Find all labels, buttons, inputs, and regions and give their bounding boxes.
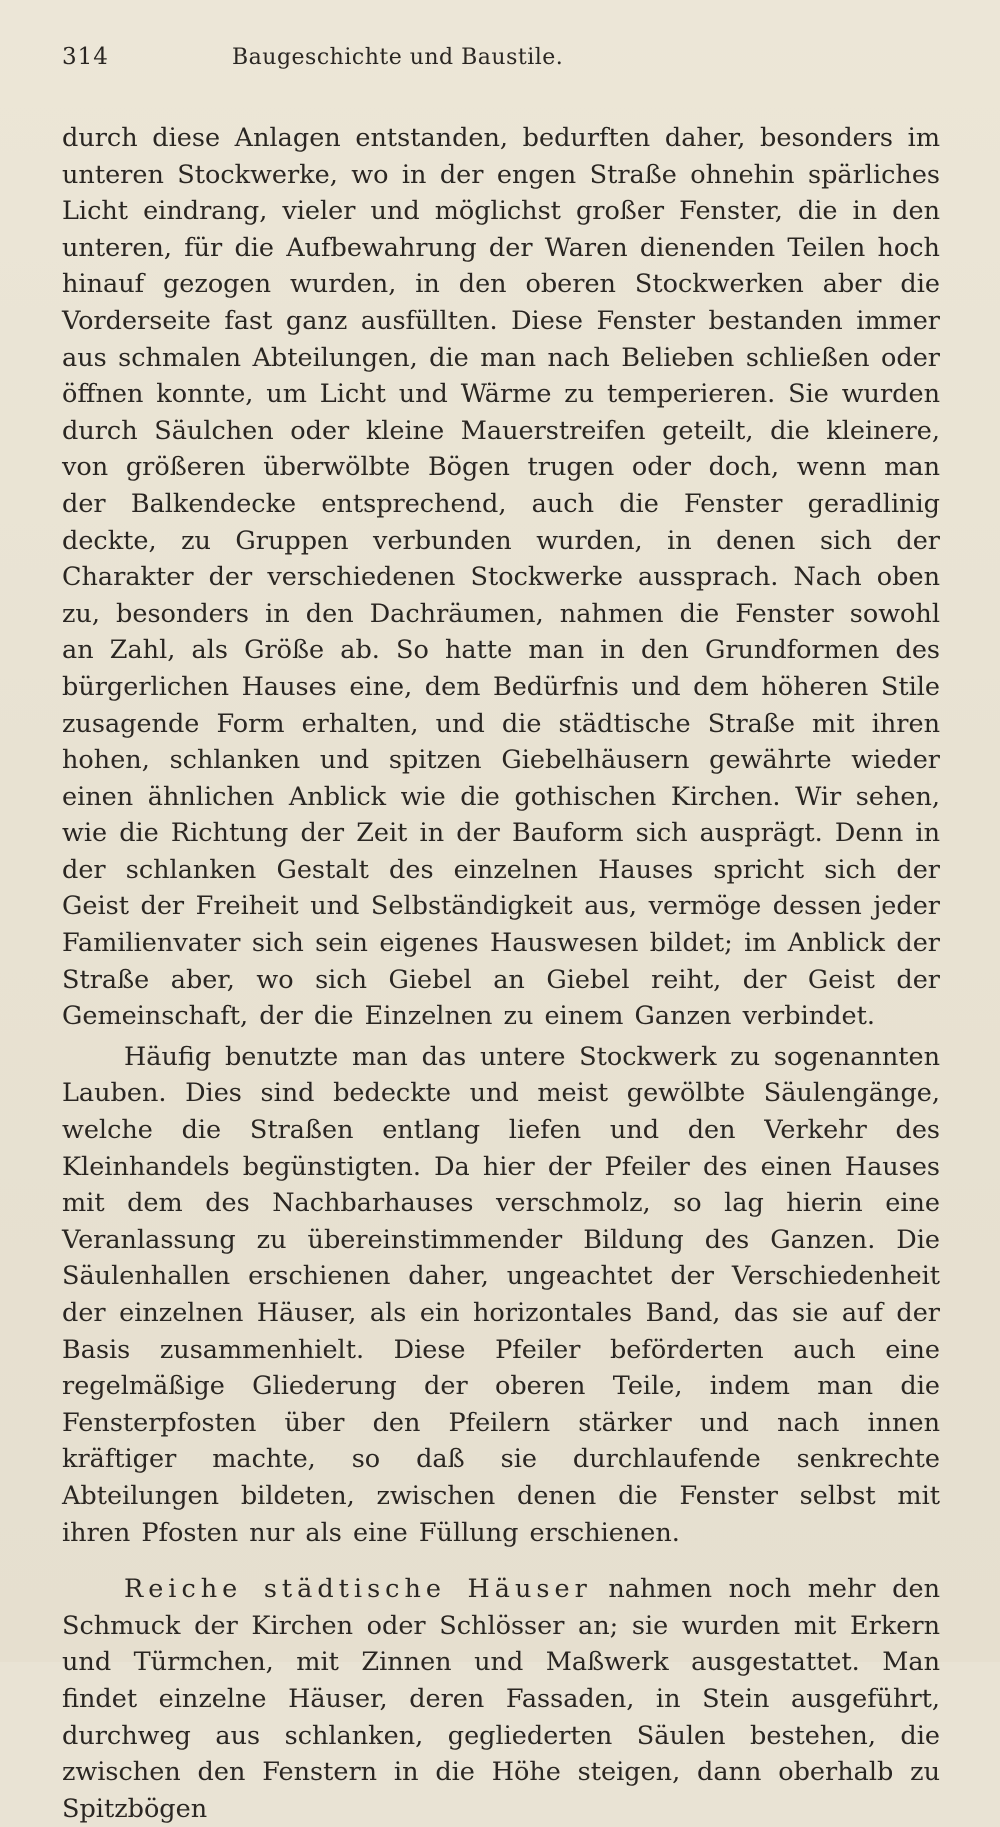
page-header: [62, 44, 940, 84]
body-text: [62, 120, 940, 1827]
emphasized-term: Reiche städtische Häuser: [124, 1574, 592, 1605]
paragraph-2: Häufig benutzte man das untere Stockwerk zu sogenannten Lauben. Dies sind bedeckte und meist gewölbte Säulengänge, welche die Straßen entlang liefen und den Verkehr des Kleinhandels begünstigten. Da hier der Pfeiler des einen Hauses mit dem des Nachbarhauses verschmolz, so lag hierin eine Veranlassung zu übereinstimmender Bildung des Ganzen. Die Säulenhallen erschienen daher, ungeachtet der Verschiedenheit der einzelnen Häuser, als ein horizontales Band, das sie auf der Basis zusammenhielt. Diese Pfeiler beförderten auch eine regelmäßige Gliederung der oberen Teile, indem man die Fensterpfosten über den Pfeilern stärker und nach innen kräftiger machte, so daß sie durchlaufende senkrechte Abteilungen bildeten, zwischen denen die Fenster selbst mit ihren Pfosten nur als eine Füllung erschienen.: [62, 1041, 940, 1548]
paragraph-1: durch diese Anlagen entstanden, bedurften daher, besonders im unteren Stockwerke, wo in der engen Straße ohnehin spärliches Licht eindrang, vieler und möglichst großer Fenster, die in den unteren, für die Aufbewahrung der Waren dienenden Teilen hoch hinauf gezogen wurden, in den oberen Stockwerken aber die Vorderseite fast ganz ausfüllten. Diese Fenster bestanden immer aus schmalen Abteilungen, die man nach Belieben schließen oder öffnen konnte, um Licht und Wärme zu temperieren. Sie wurden durch Säulchen oder kleine Mauerstreifen geteilt, die kleinere, von größeren überwölbte Bögen trugen oder doch, wenn man der Balkendecke entsprechend, auch die Fenster geradlinig deckte, zu Gruppen verbunden wurden, in denen sich der Charakter der verschiedenen Stockwerke aussprach. Nach oben zu, besonders in den Dachräumen, nahmen die Fenster sowohl an Zahl, als Größe ab. So hatte man in den Grundformen des bürgerlichen Hauses eine, dem Bedürfnis und dem höheren Stile zusagende Form erhalten, und die städtische Straße mit ihren hohen, schlanken und spitzen Giebelhäusern gewährte wieder einen ähnlichen Anblick wie die gothischen Kirchen. Wir sehen, wie die Richtung der Zeit in der Bauform sich ausprägt. Denn in der schlanken Gestalt des einzelnen Hauses spricht sich der Geist der Freiheit und Selbständigkeit aus, vermöge dessen jeder Familienvater sich sein eigenes Hauswesen bildet; im Anblick der Straße aber, wo sich Giebel an Giebel reiht, der Geist der Gemeinschaft, der die Einzelnen zu einem Ganzen verbindet.: [62, 123, 940, 1032]
running-head: Baugeschichte und Baustile.: [232, 45, 564, 70]
paragraph-3-text: nahmen noch mehr den Schmuck der Kirchen oder Schlösser an; sie wurden mit Erkern und Türmchen, mit Zinnen und Maßwerk ausgestattet. Man findet einzelne Häuser, deren Fassaden, in Stein ausgeführt, durchweg aus schlanken, gegliederten Säulen bestehen, die zwischen den Fenstern in die Höhe steigen, dann oberhalb zu Spitzbögen: [62, 1574, 940, 1824]
page-number: 314: [62, 44, 109, 70]
paragraph-3: [62, 1571, 940, 1827]
